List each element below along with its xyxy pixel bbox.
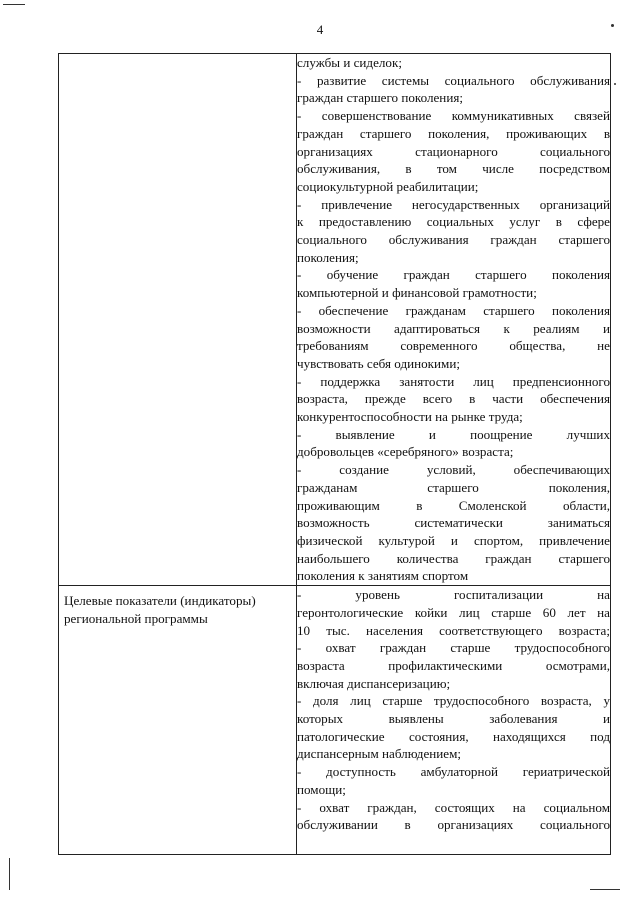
- scan-mark: [9, 858, 10, 890]
- text-line: наибольшего количества граждан старшего: [297, 550, 610, 566]
- text-line: - обеспечение гражданам старшего поколения: [297, 302, 610, 318]
- text-line: требованиям современного общества, не: [297, 338, 610, 354]
- text-line: - выявление и поощрение лучших: [297, 426, 610, 442]
- text-line: - поддержка занятости лиц предпенсионного: [297, 373, 610, 389]
- text-line: включая диспансеризацию;: [297, 675, 451, 691]
- row-content: [297, 54, 610, 585]
- table-cell-content: [297, 586, 611, 855]
- text-line: к предоставлению социальных услуг в сфере: [297, 214, 610, 230]
- text-line: обслуживании в организациях социального: [297, 817, 610, 833]
- program-table: [58, 53, 611, 855]
- text-line: социального обслуживания граждан старшего: [297, 232, 610, 248]
- table-cell-label: [59, 586, 297, 855]
- table-cell-label: [59, 54, 297, 586]
- text-line: - уровень госпитализации на: [297, 587, 610, 603]
- page-number: 4: [316, 22, 324, 37]
- text-line: граждан старшего поколения;: [297, 90, 463, 106]
- table-row: [59, 54, 611, 586]
- table-cell-content: [297, 54, 611, 586]
- text-line: службы и сиделок;: [297, 55, 402, 70]
- text-line: возраста, прежде всего в части обеспечения: [297, 391, 610, 407]
- text-line: возраста профилактическими осмотрами,: [297, 657, 610, 673]
- text-line: поколения к занятиям спортом: [297, 568, 469, 584]
- text-line: - привлечение негосударственных организаций: [297, 196, 610, 212]
- text-line: возможность систематически заниматься: [297, 515, 610, 531]
- text-line: диспансерным наблюдением;: [297, 746, 462, 762]
- text-line: которых выявлены заболевания и: [297, 711, 610, 727]
- text-line: - охват граждан старше трудоспособного: [297, 640, 610, 656]
- scan-speck: [614, 83, 616, 85]
- text-line: 10 тыс. населения соответствующего возраста;: [297, 622, 610, 638]
- text-line: компьютерной и финансовой грамотности;: [297, 285, 537, 301]
- text-line: обслуживания, в том числе посредством: [297, 161, 610, 177]
- text-line: - доля лиц старше трудоспособного возраста, у: [297, 693, 610, 709]
- text-line: возможности адаптироваться к реалиям и: [297, 320, 610, 336]
- text-line: гражданам старшего поколения,: [297, 479, 610, 495]
- scan-mark: [3, 4, 25, 5]
- text-line: геронтологические койки лиц старше 60 лет на: [297, 604, 610, 620]
- scan-speck: [611, 24, 614, 27]
- text-line: добровольцев «серебряного» возраста;: [297, 444, 514, 460]
- text-line: поколения;: [297, 249, 359, 265]
- text-line: конкурентоспособности на рынке труда;: [297, 409, 523, 425]
- row-content: [297, 586, 610, 834]
- text-line: патологические состояния, находящихся под: [297, 728, 610, 744]
- text-line: граждан старшего поколения, проживающих в: [297, 125, 610, 141]
- text-line: - совершенствование коммуникативных связей: [297, 108, 610, 124]
- text-line: помощи;: [297, 781, 346, 797]
- text-line: организациях стационарного социального: [297, 143, 610, 159]
- text-line: - создание условий, обеспечивающих: [297, 462, 610, 478]
- text-line: - доступность амбулаторной гериатрической: [297, 764, 610, 780]
- text-line: физической культурой и спортом, привлечение: [297, 532, 610, 548]
- row-label: [59, 54, 296, 60]
- text-line: чувствовать себя одинокими;: [297, 355, 460, 371]
- text-line: - развитие системы социального обслуживания: [297, 72, 610, 88]
- scan-mark: [590, 889, 620, 890]
- row-label: Целевые показатели (индикаторы) региональной программы: [64, 593, 256, 626]
- text-line: - охват граждан, состоящих на социальном: [297, 799, 610, 815]
- text-line: социокультурной реабилитации;: [297, 178, 479, 194]
- table-row: [59, 586, 611, 855]
- text-line: - обучение граждан старшего поколения: [297, 267, 610, 283]
- text-line: проживающим в Смоленской области,: [297, 497, 610, 513]
